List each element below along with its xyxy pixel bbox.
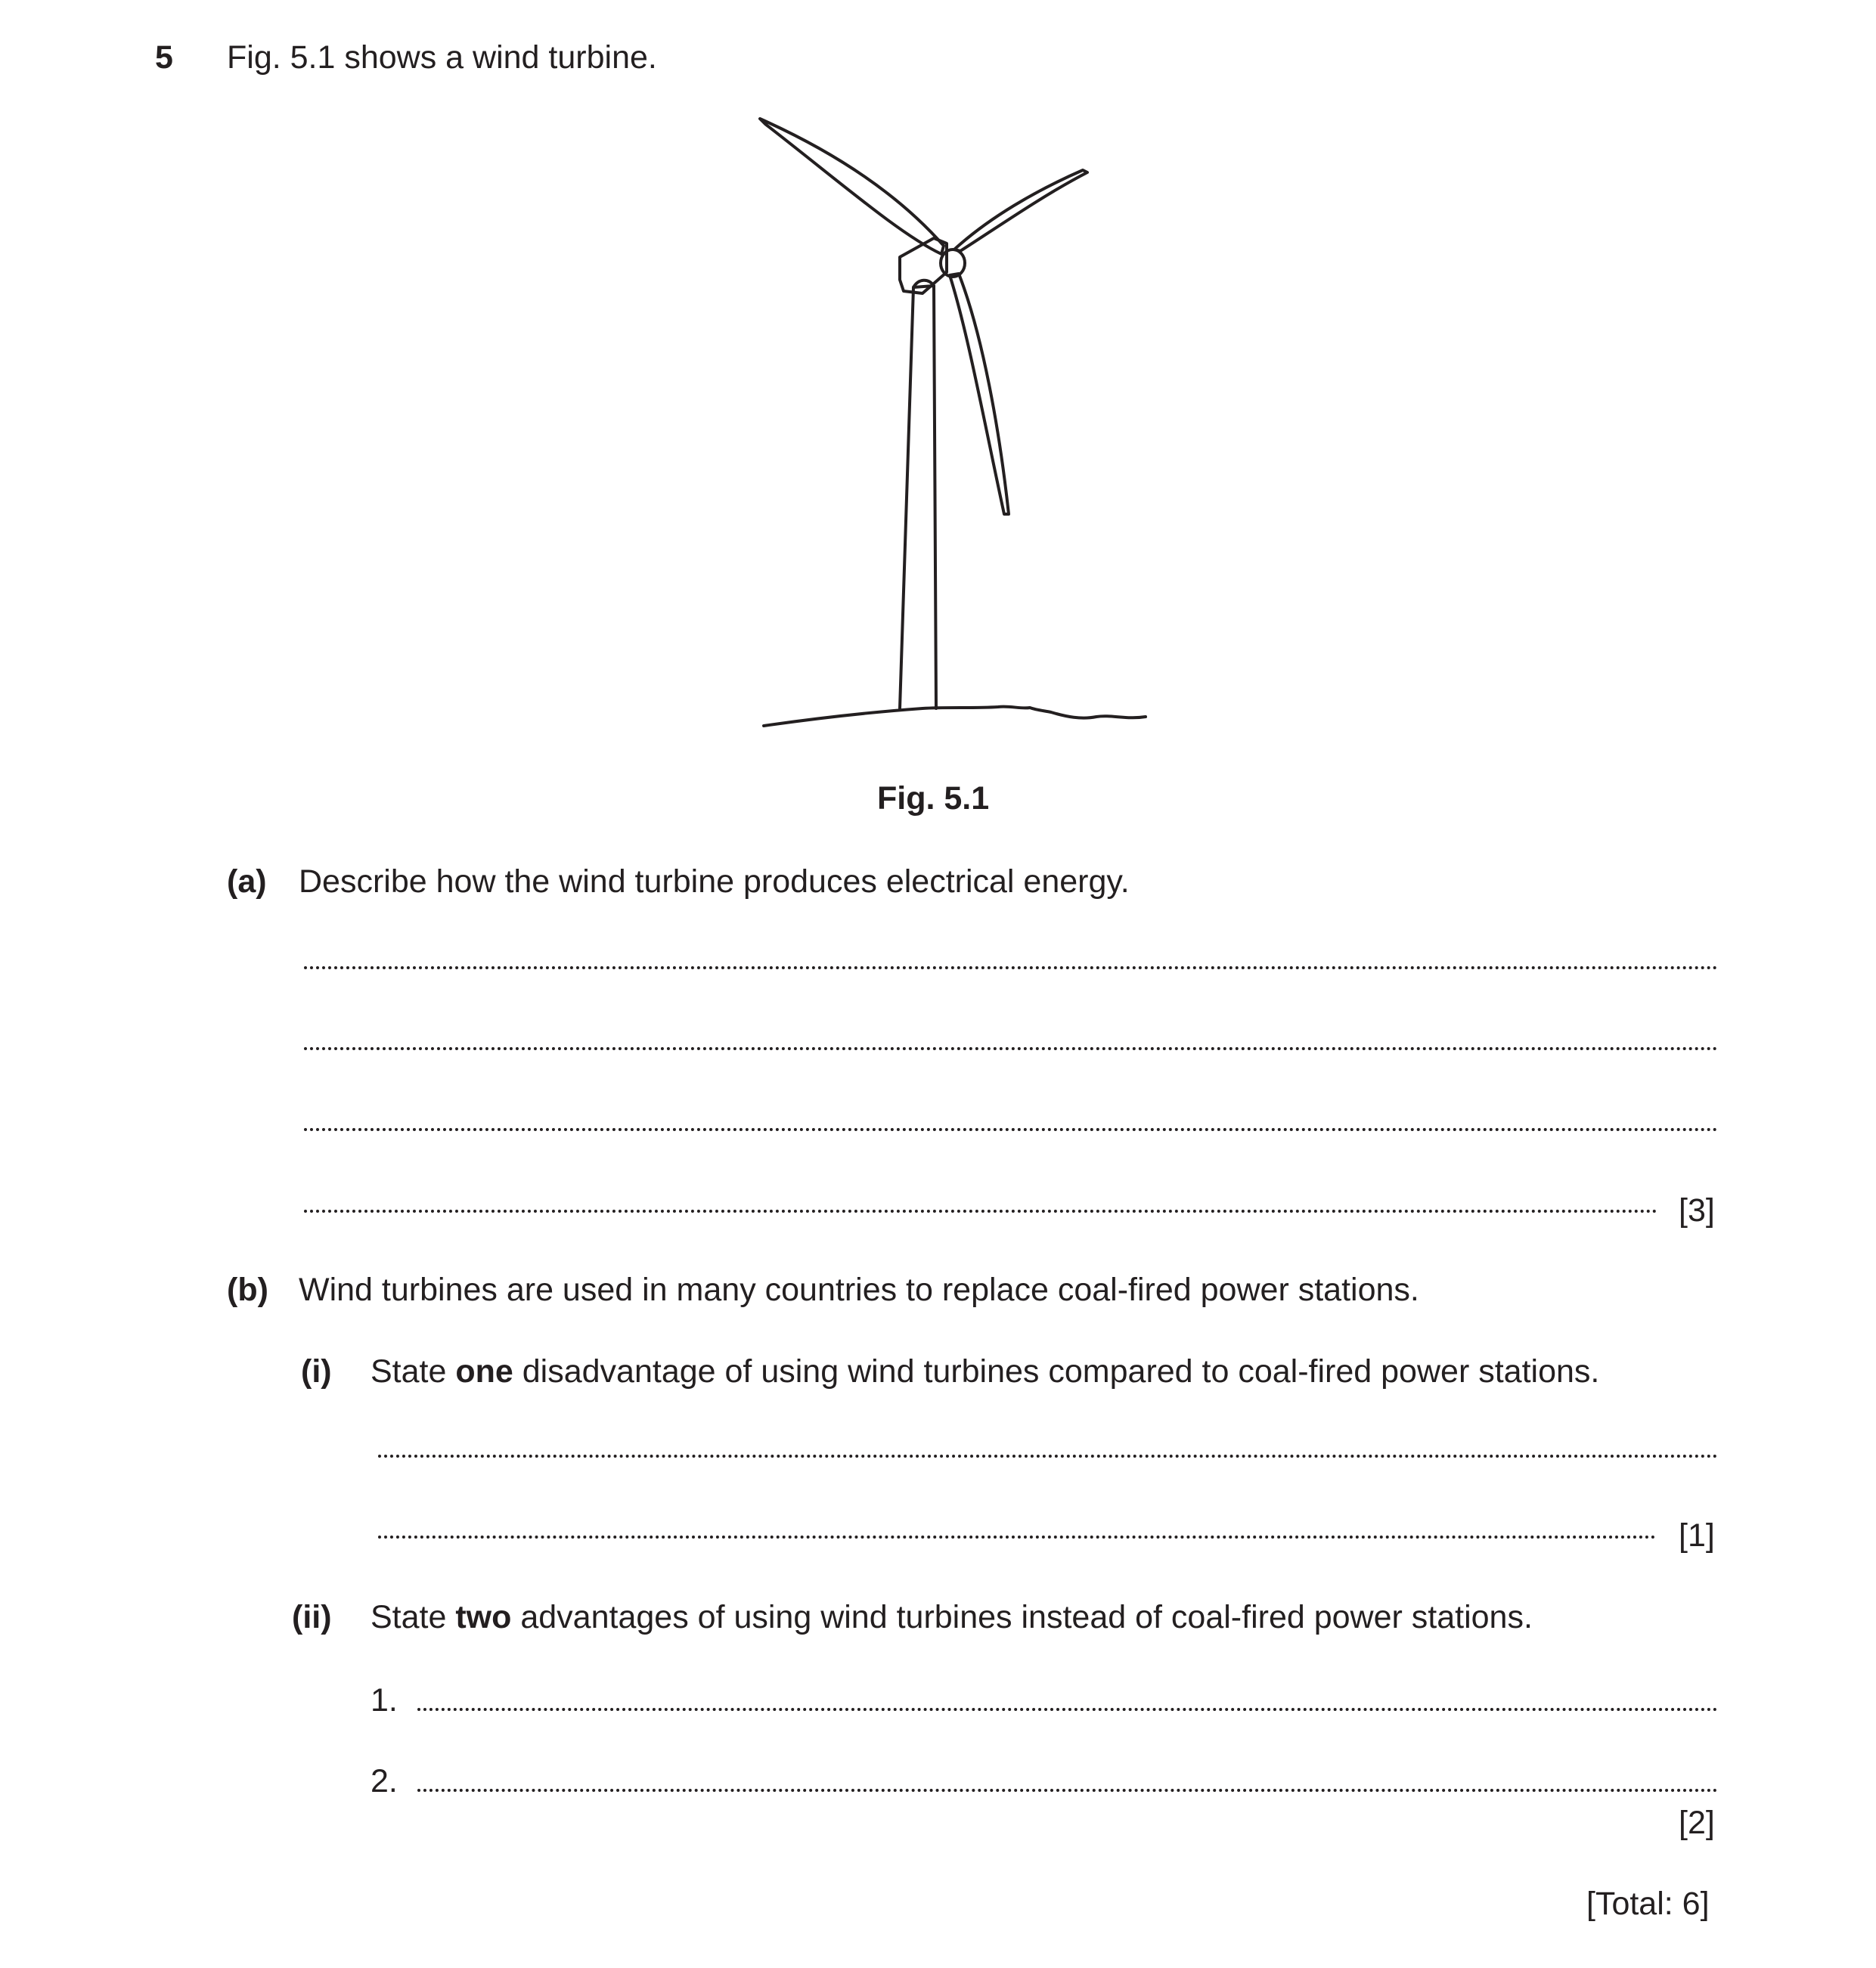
answer-line-b-ii-2[interactable] xyxy=(417,1789,1718,1792)
answer-line-b-ii-1[interactable] xyxy=(417,1708,1718,1711)
part-b-text: Wind turbines are used in many countries to replace coal-fired power stations. xyxy=(299,1272,1419,1308)
part-a-label: (a) xyxy=(227,863,267,900)
answer-line-b-i-1[interactable] xyxy=(378,1455,1718,1458)
answer-line-a-2[interactable] xyxy=(304,1047,1718,1050)
answer-item-1-label: 1. xyxy=(371,1682,398,1719)
part-b-i-label: (i) xyxy=(301,1353,332,1390)
total-marks: [Total: 6] xyxy=(1586,1886,1710,1922)
part-a-marks: [3] xyxy=(1679,1192,1715,1229)
part-b-i-marks: [1] xyxy=(1679,1517,1715,1554)
wind-turbine-figure xyxy=(749,106,1157,741)
part-b-i-text: State one disadvantage of using wind turbines compared to coal-fired power stations. xyxy=(371,1353,1600,1390)
answer-line-b-i-2[interactable] xyxy=(378,1536,1656,1539)
hub xyxy=(941,249,965,277)
figure-caption: Fig. 5.1 xyxy=(877,780,990,817)
blade-upper-left xyxy=(760,119,944,254)
part-b-ii-label: (ii) xyxy=(292,1599,332,1635)
answer-line-a-4[interactable] xyxy=(304,1210,1657,1213)
question-number: 5 xyxy=(155,39,173,76)
answer-item-2-label: 2. xyxy=(371,1763,398,1799)
part-b-ii-text: State two advantages of using wind turbines instead of coal-fired power stations. xyxy=(371,1599,1533,1635)
ground-line xyxy=(764,707,1146,726)
part-b-label: (b) xyxy=(227,1272,268,1308)
answer-line-a-1[interactable] xyxy=(304,966,1718,969)
blade-upper-right xyxy=(954,170,1087,251)
answer-line-a-3[interactable] xyxy=(304,1128,1718,1131)
question-intro: Fig. 5.1 shows a wind turbine. xyxy=(227,39,657,76)
tower xyxy=(900,286,936,708)
part-a-text: Describe how the wind turbine produces electrical energy. xyxy=(299,863,1130,900)
part-b-ii-marks: [2] xyxy=(1679,1805,1715,1841)
blade-lower xyxy=(950,274,1009,514)
